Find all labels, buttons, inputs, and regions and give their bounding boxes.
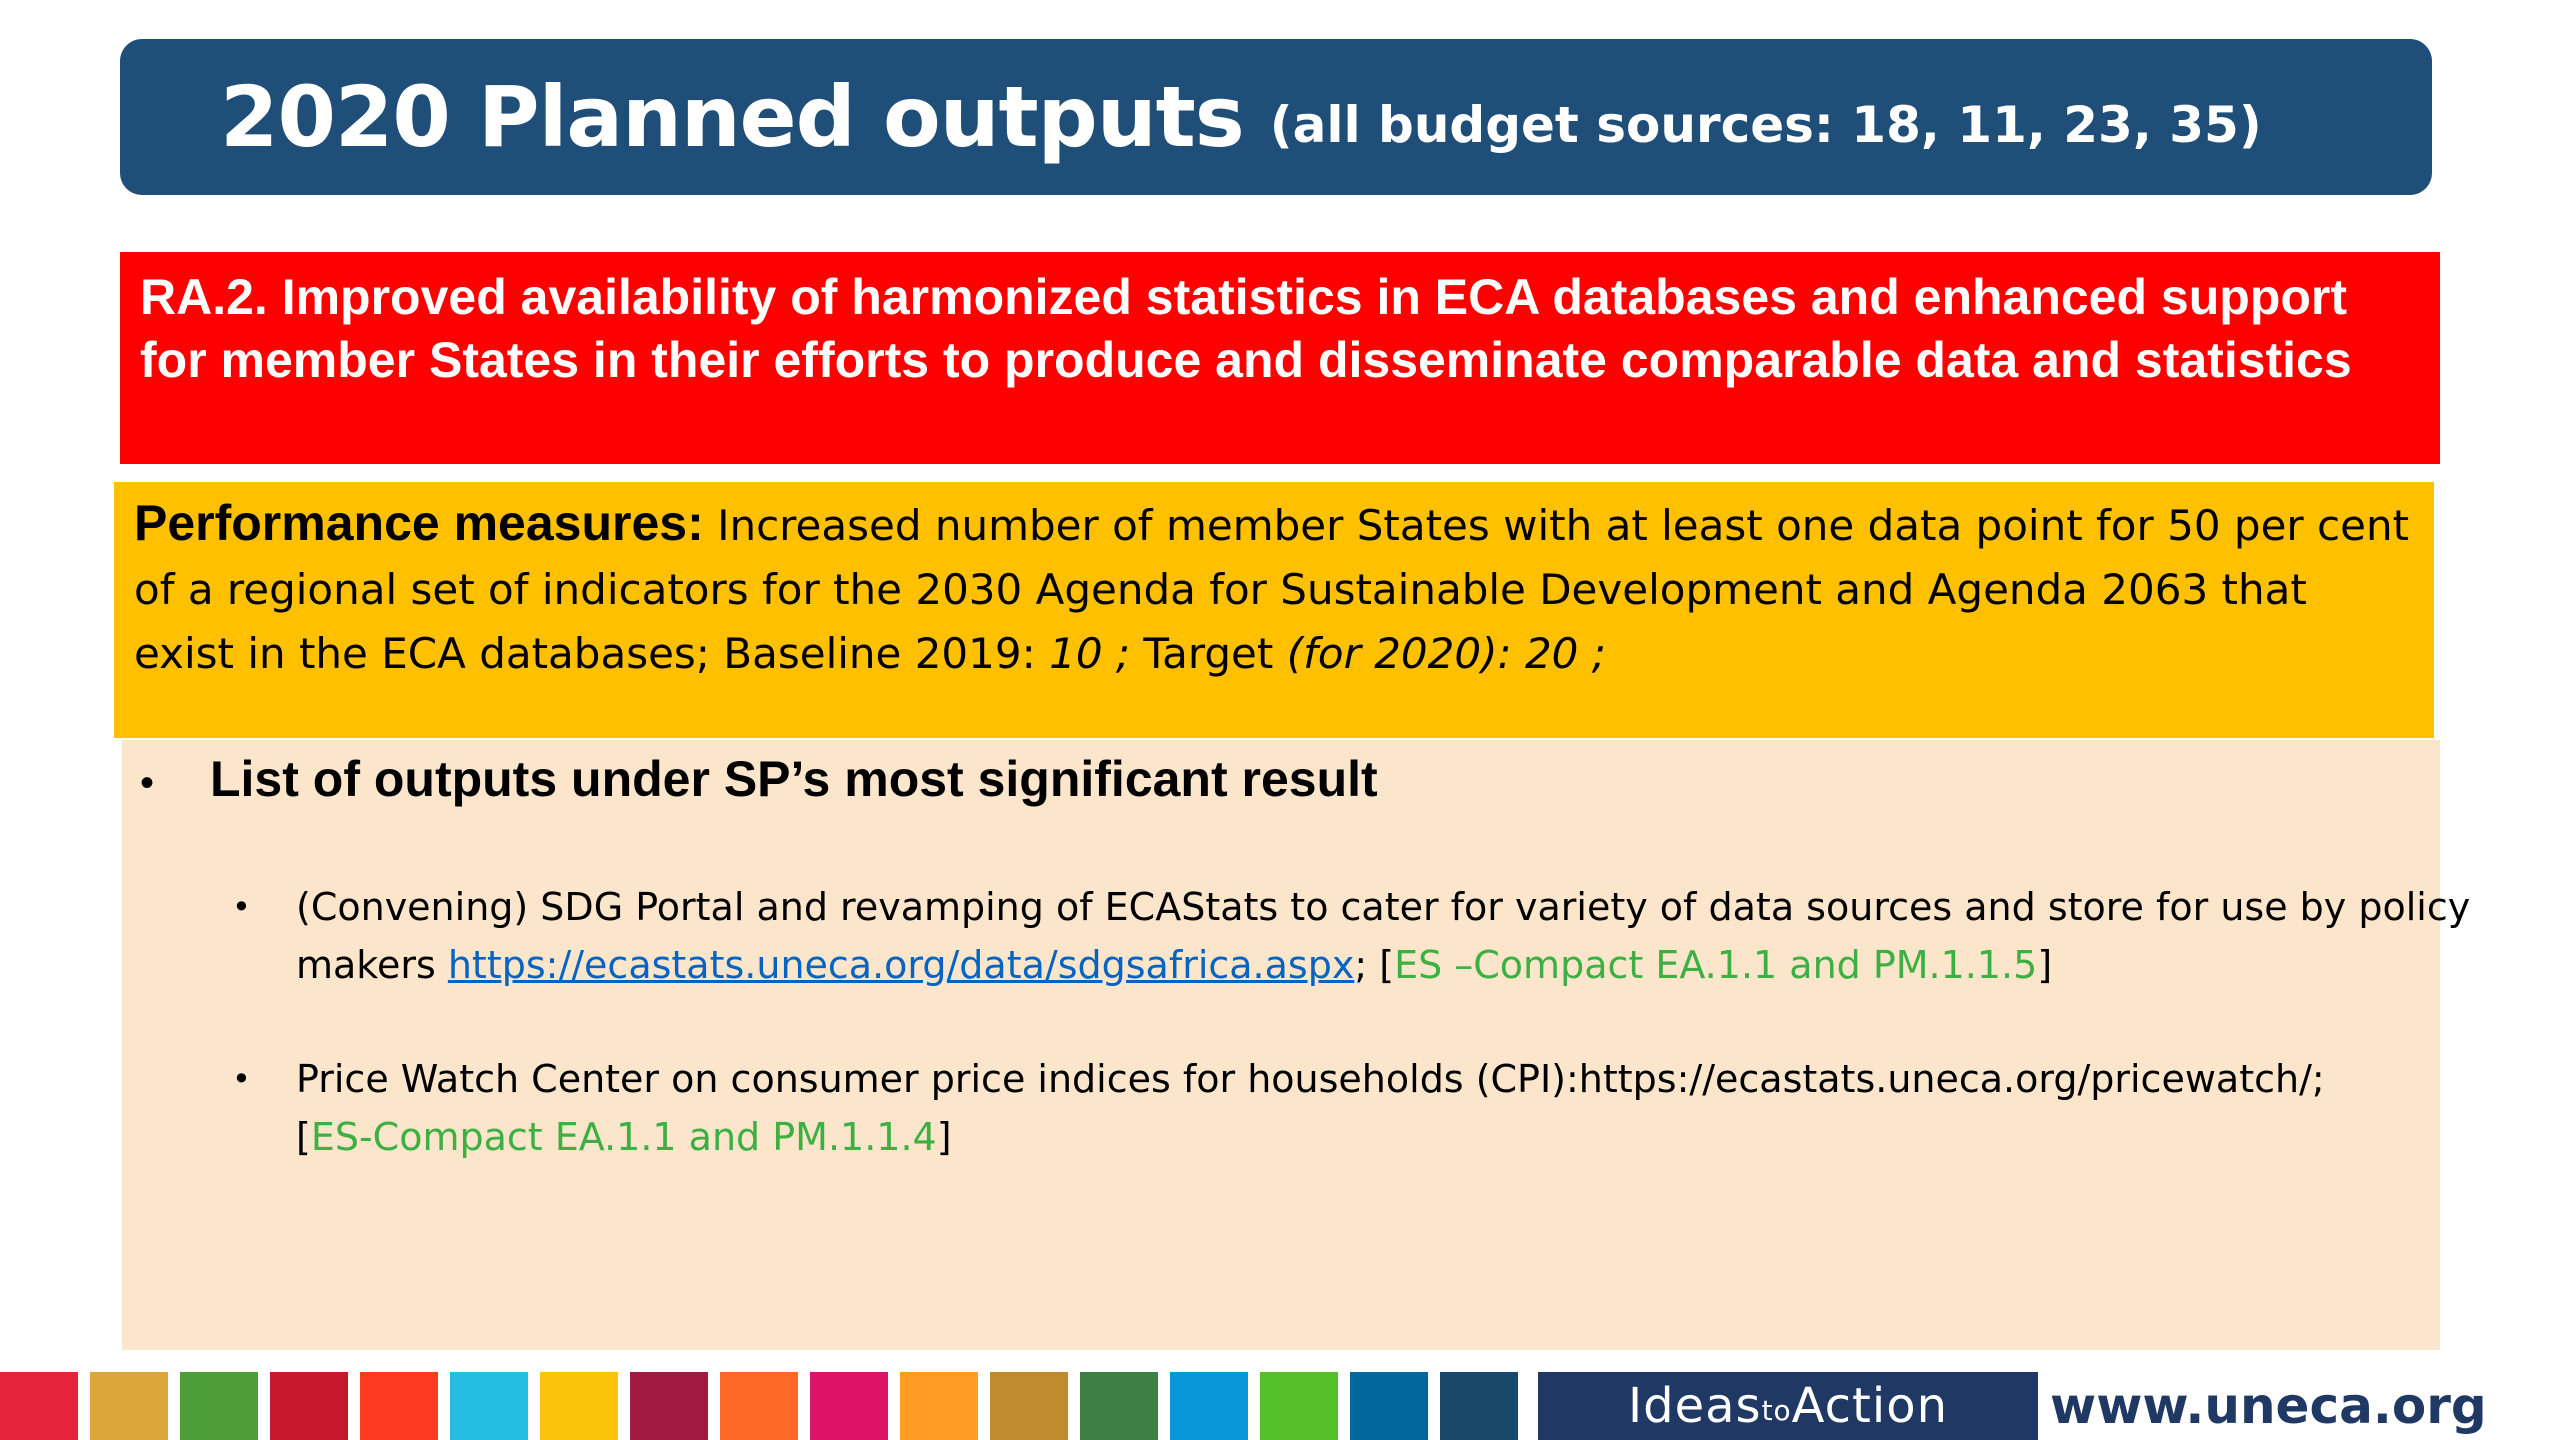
outputs-heading-text: List of outputs under SP’s most significant result	[210, 751, 1378, 807]
bullet-icon: •	[140, 761, 155, 805]
ideas-to-action-logo	[1538, 1372, 2038, 1440]
output-item-text	[296, 878, 2522, 994]
outputs-box	[122, 740, 2471, 1350]
sdg-color-block	[90, 1372, 168, 1440]
website-url[interactable]: www.uneca.org	[2050, 1377, 2487, 1435]
target-value: (for 2020): 20 ;	[1286, 629, 1606, 678]
output-item-text	[296, 1050, 2522, 1166]
compact-reference: ES –Compact EA.1.1 and PM.1.1.5	[1394, 943, 2038, 987]
sdg-color-block	[900, 1372, 978, 1440]
outputs-heading	[140, 750, 1378, 808]
reference-close: ]	[2037, 943, 2053, 987]
sdg-color-block	[360, 1372, 438, 1440]
reference-open: ; [	[1354, 943, 1395, 987]
sdg-color-block	[1350, 1372, 1428, 1440]
result-area-box	[120, 252, 2440, 464]
sdg-color-block	[630, 1372, 708, 1440]
output-item	[232, 878, 2522, 994]
result-area-text: RA.2. Improved availability of harmonized statistics in ECA databases and enhanced support for member States in their efforts to produce and disseminate comparable data and statistics	[140, 269, 2352, 388]
sdg-color-block	[810, 1372, 888, 1440]
baseline-value: 10 ;	[1049, 629, 1131, 678]
sdg-color-strip	[0, 1372, 1530, 1440]
sdg-color-block	[1170, 1372, 1248, 1440]
sdg-portal-link[interactable]: https://ecastats.uneca.org/data/sdgsafrica.aspx	[447, 943, 1355, 987]
sdg-color-block	[990, 1372, 1068, 1440]
slide-subtitle: (all budget sources: 18, 11, 23, 35)	[1269, 96, 2262, 154]
brand-word-action: Action	[1791, 1378, 1948, 1434]
slide-title: 2020 Planned outputs	[220, 68, 1244, 166]
bullet-icon: •	[232, 1060, 251, 1098]
brand-word-ideas: Ideas	[1627, 1378, 1762, 1434]
compact-reference: ES-Compact EA.1.1 and PM.1.1.4	[310, 1115, 937, 1159]
sdg-color-block	[1440, 1372, 1518, 1440]
sdg-color-block	[0, 1372, 78, 1440]
sdg-color-block	[270, 1372, 348, 1440]
output-item	[232, 1050, 2522, 1166]
performance-text: Increased number of member States with at least one data point for 50 per cent of a regional set of indicators for the 2030 Agenda for Sustainable Development and Agenda 2063 that exist in the ECA databases; Baseline 2019:	[134, 501, 2410, 678]
output-description: Price Watch Center on consumer price indices for households (CPI):https://ecastats.uneca.org/pricewatch/;	[296, 1057, 2325, 1101]
output-description: (Convening) SDG Portal and revamping of ECAStats to cater for variety of data sources and store for use by policy makers	[296, 885, 2471, 987]
target-prefix: Target	[1130, 629, 1287, 678]
sdg-color-block	[180, 1372, 258, 1440]
performance-measures-box	[114, 482, 2434, 738]
performance-heading: Performance measures:	[134, 495, 704, 551]
sdg-color-block	[540, 1372, 618, 1440]
sdg-color-block	[1260, 1372, 1338, 1440]
sdg-color-block	[450, 1372, 528, 1440]
reference-open: [	[296, 1115, 311, 1159]
bullet-icon: •	[232, 888, 251, 926]
sdg-color-block	[720, 1372, 798, 1440]
title-banner	[120, 39, 2432, 195]
reference-close: ]	[936, 1115, 952, 1159]
sdg-color-block	[1080, 1372, 1158, 1440]
brand-word-to: to	[1761, 1393, 1792, 1427]
